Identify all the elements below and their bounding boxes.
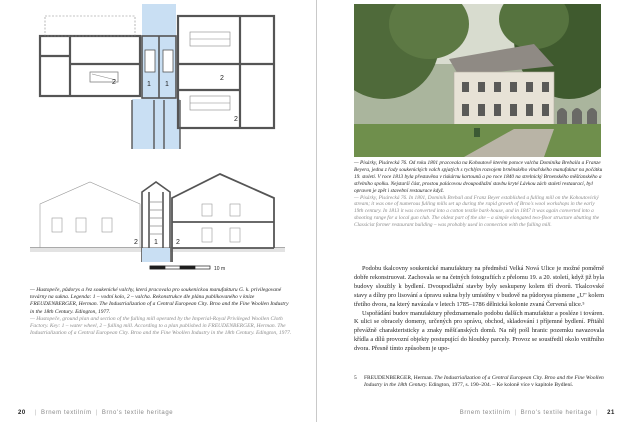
- left-figure-caption: [30, 287, 292, 337]
- mill-ladder: [150, 202, 162, 234]
- left-folio-divider-2: |: [95, 410, 98, 416]
- section-figure: [30, 152, 285, 284]
- left-running-head-en: Brno's textile heritage: [101, 410, 174, 416]
- footnote: [354, 375, 604, 389]
- right-section-thin: [202, 204, 240, 242]
- right-caption-en: — Pisárky, Pisárecká 76. In 1801, Dominik Brebail and Franz Beyer established a fulling mill on the Kohoutovický stream; it was one of numerous fulling mills set up during the rapid growth of Brno's wool workshops in the early 19th century. In 1813 it was converted into a cotton textile bark-house, and in 1847 it was again converted into a shooting range for a local gun club. The oldest part of the site – a simple elongated two-floor structure abutting the Classicist former restaurant building – was probably used in connection with the fulling mill.: [354, 194, 600, 229]
- right-page-number: 21: [607, 410, 615, 416]
- right-figure-caption: [354, 160, 604, 229]
- left-page-number: 20: [18, 410, 26, 416]
- body-paragraph: Uspořádání budov manufaktury předznamenalo podobu dalších manufaktur a posléze i továren. K ulici se obracely domeny, určených pro správu, obchod, skladování i příjemné bydlení. Přitáhl převážně charakteristicky a znaky měšťanských domů. Na něj pošl hranic pozemku navazovala křídla a dílů provozní objekty postupující do hloubky parcely. Provoz se soustředil okolo vnitřního dvora. Přesně tímto způsobem je upo-: [354, 309, 604, 353]
- footnote-number: 5: [354, 375, 357, 381]
- left-folio-divider: |: [34, 410, 38, 416]
- plan-label-room-e: 2: [234, 116, 238, 123]
- mill-water: [142, 248, 170, 262]
- left-caption-cz: — Hustopeče, půdorys a řez soukenické valchy, která pracovala pro soukenickou manufakturu G. k. privilegované továrny na sukna. Legenda: 1 – vodní kolo, 2 – valcha. Rekonstrukce dle plánu publikovaného v knize FREUDENBERGER, Herman. The Industrialization of a Central European City. Brno and the Fine Woollen Industry in the 18th Century. Edington, 1977.: [30, 287, 289, 315]
- left-folio: [18, 410, 173, 416]
- right-building: [178, 16, 274, 128]
- plan-label-room-a: 2: [112, 79, 116, 86]
- section-label-left: 2: [134, 239, 138, 246]
- ground-plan-figure: [30, 4, 285, 149]
- footnote-text: [354, 375, 604, 389]
- right-folio-divider: |: [514, 410, 517, 416]
- section-label-right: 2: [176, 239, 180, 246]
- scale-bar: [150, 266, 210, 269]
- footnote-author: FREUDENBERGER, Herman.: [364, 375, 435, 381]
- right-running-head-cz: Brnem textilním: [459, 410, 511, 416]
- left-building-thin: [45, 16, 135, 82]
- right-folio: [460, 410, 615, 416]
- right-folio-divider-2: |: [595, 410, 599, 416]
- water-channel-lower: [132, 99, 154, 149]
- right-building-thin: [190, 32, 230, 110]
- plan-label-room-c: 1: [165, 81, 169, 88]
- footnote-rest: Edington, 1977, s. 190–204. – Ke koloně více v kapitole Bydlení.: [427, 382, 574, 389]
- left-section: [40, 182, 140, 248]
- right-body-text: [354, 265, 604, 354]
- photo-bin: [474, 128, 480, 137]
- body-paragraph: Podobu tkalcovny soukenické manufaktury na předměstí Velká Nová Ulice je možné poměrně dobře rekonstruovat. Zachovala se na četných fotografiích z přelomu 19. a 20. století, když již byla budovy sloužily k bydlení. Dvoupodlažní stavby byly seskupeny kolem tří dvorů. Tkalcovské stavy a dílny pro lisování a úpravu sukna byly umístěny v budově na půdorysu písmene „U" kolem třetího dvora, na který navázala v letech 1785–1786 dělnická kolonie zvaná Červená ulice.⁵: [354, 265, 604, 308]
- right-section: [172, 174, 274, 262]
- plan-label-room-d: 2: [220, 75, 224, 82]
- right-running-head-en: Brno's textile heritage: [520, 410, 592, 416]
- left-caption-en: — Hustopeče, ground plan and section of the fulling mill operated by the Imperial-Royal Privileged Woollen Cloth Factory. Key: 1 – water wheel, 2 – fulling mill. According to a plan published in FREUDENBERGER, Herman. The Industrialization of a Central European City. Brno and the Fine Woollen Industry in the 18th Century. Edington, 1977.: [30, 315, 292, 337]
- section-label-mid: 1: [154, 239, 158, 246]
- plan-label-room-b: 1: [147, 81, 151, 88]
- gutter-fold: [316, 0, 317, 422]
- left-running-head-cz: Brnem textilním: [41, 410, 92, 416]
- left-building: [40, 36, 140, 96]
- footnote-title: The Industrialization of a Central European City. Brno and the Fine Woollen Industry in the 18th Century.: [364, 375, 604, 389]
- right-caption-cz: — Pisárky, Pisárecká 76. Od roku 1801 pracovala na Kohoutově kterém potoce valcha Dominika Brebaila a Franze Beyera, jedna z řady soukenických valch spjatých s rychlým rozvojem brněnského vlnařského manufaktur na počátku 19. století. V roce 1813 byla přestavěna v tiskárnu kartounů a po roce 1840 na strelnický Brnenského měšťanského a střelního spolku. Nejstarší část, prostou palácovou dvoupodlažní stavbu kryté Lávkou zách staletí restaurací, byl opraven je zpět i stavební restaurace když.: [354, 160, 603, 194]
- scale-label: 10 m: [214, 266, 226, 272]
- mill-photograph: [354, 4, 601, 157]
